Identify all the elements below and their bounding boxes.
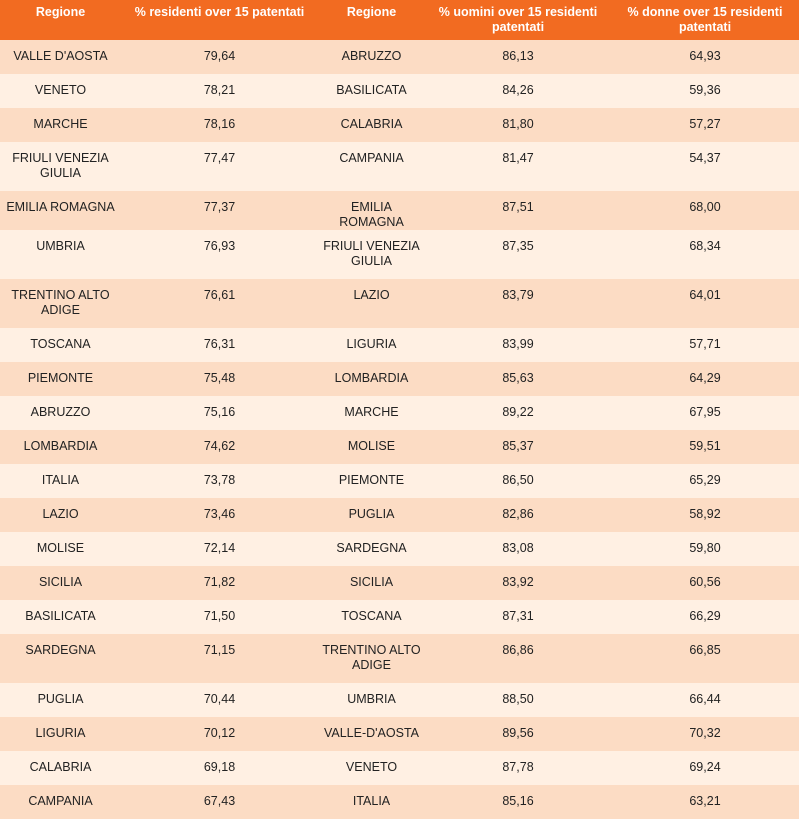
cell-regione-left: LAZIO (0, 498, 121, 532)
cell-uomini-patentati: 85,37 (425, 430, 611, 464)
cell-uomini-patentati: 83,99 (425, 328, 611, 362)
cell-regione-right: MOLISE (318, 430, 425, 464)
cell-uomini-patentati: 85,63 (425, 362, 611, 396)
cell-regione-right: PIEMONTE (318, 464, 425, 498)
cell-donne-patentati: 59,51 (611, 430, 799, 464)
table-row (0, 717, 799, 751)
cell-residenti-patentati: 75,16 (121, 396, 318, 430)
table-row (0, 191, 799, 230)
cell-donne-patentati: 58,92 (611, 498, 799, 532)
cell-uomini-patentati: 84,26 (425, 74, 611, 108)
cell-regione-right: ABRUZZO (318, 40, 425, 74)
cell-donne-patentati: 68,00 (611, 191, 799, 230)
cell-regione-right: EMILIA ROMAGNA (318, 191, 425, 230)
table-row (0, 279, 799, 328)
cell-uomini-patentati: 86,86 (425, 634, 611, 683)
cell-donne-patentati: 66,85 (611, 634, 799, 683)
table-row (0, 74, 799, 108)
header-row (0, 0, 799, 40)
header-regione-left: Regione (0, 0, 121, 40)
table-row (0, 40, 799, 74)
cell-donne-patentati: 68,34 (611, 230, 799, 279)
cell-regione-right: PUGLIA (318, 498, 425, 532)
table-row (0, 785, 799, 819)
table-row (0, 600, 799, 634)
cell-uomini-patentati: 85,16 (425, 785, 611, 819)
table-row (0, 108, 799, 142)
cell-residenti-patentati: 78,21 (121, 74, 318, 108)
cell-regione-left: VALLE D'AOSTA (0, 40, 121, 74)
header-residenti-patentati: % residenti over 15 patentati (121, 0, 318, 40)
cell-uomini-patentati: 87,31 (425, 600, 611, 634)
cell-regione-right: SICILIA (318, 566, 425, 600)
cell-regione-left: TRENTINO ALTO ADIGE (0, 279, 121, 328)
cell-uomini-patentati: 89,22 (425, 396, 611, 430)
cell-regione-right: MARCHE (318, 396, 425, 430)
cell-residenti-patentati: 77,47 (121, 142, 318, 191)
cell-donne-patentati: 57,71 (611, 328, 799, 362)
cell-residenti-patentati: 75,48 (121, 362, 318, 396)
table-row (0, 464, 799, 498)
cell-regione-left: ITALIA (0, 464, 121, 498)
cell-residenti-patentati: 73,78 (121, 464, 318, 498)
cell-residenti-patentati: 74,62 (121, 430, 318, 464)
header-donne-patentati: % donne over 15 residenti patentati (611, 0, 799, 40)
table-row (0, 328, 799, 362)
cell-regione-left: FRIULI VENEZIA GIULIA (0, 142, 121, 191)
cell-residenti-patentati: 71,82 (121, 566, 318, 600)
cell-regione-right: ITALIA (318, 785, 425, 819)
cell-regione-right: CALABRIA (318, 108, 425, 142)
cell-regione-left: VENETO (0, 74, 121, 108)
cell-residenti-patentati: 78,16 (121, 108, 318, 142)
cell-regione-right: VENETO (318, 751, 425, 785)
cell-donne-patentati: 59,80 (611, 532, 799, 566)
cell-regione-left: MOLISE (0, 532, 121, 566)
cell-donne-patentati: 64,01 (611, 279, 799, 328)
cell-uomini-patentati: 81,47 (425, 142, 611, 191)
cell-regione-left: PIEMONTE (0, 362, 121, 396)
cell-residenti-patentati: 70,44 (121, 683, 318, 717)
cell-uomini-patentati: 83,92 (425, 566, 611, 600)
cell-donne-patentati: 70,32 (611, 717, 799, 751)
cell-regione-left: LOMBARDIA (0, 430, 121, 464)
cell-uomini-patentati: 82,86 (425, 498, 611, 532)
table-row (0, 566, 799, 600)
cell-residenti-patentati: 77,37 (121, 191, 318, 230)
cell-uomini-patentati: 86,13 (425, 40, 611, 74)
cell-uomini-patentati: 86,50 (425, 464, 611, 498)
cell-residenti-patentati: 67,43 (121, 785, 318, 819)
table-row (0, 683, 799, 717)
cell-uomini-patentati: 87,78 (425, 751, 611, 785)
header-regione-right: Regione (318, 0, 425, 40)
cell-residenti-patentati: 72,14 (121, 532, 318, 566)
cell-regione-left: EMILIA ROMAGNA (0, 191, 121, 230)
cell-regione-right: UMBRIA (318, 683, 425, 717)
cell-donne-patentati: 57,27 (611, 108, 799, 142)
cell-residenti-patentati: 76,61 (121, 279, 318, 328)
cell-regione-left: UMBRIA (0, 230, 121, 279)
cell-regione-left: ABRUZZO (0, 396, 121, 430)
cell-donne-patentati: 69,24 (611, 751, 799, 785)
cell-regione-left: LIGURIA (0, 717, 121, 751)
cell-donne-patentati: 54,37 (611, 142, 799, 191)
cell-uomini-patentati: 87,35 (425, 230, 611, 279)
cell-donne-patentati: 67,95 (611, 396, 799, 430)
table-header (0, 0, 799, 40)
cell-regione-right: LOMBARDIA (318, 362, 425, 396)
cell-residenti-patentati: 79,64 (121, 40, 318, 74)
cell-donne-patentati: 66,29 (611, 600, 799, 634)
table-row (0, 230, 799, 279)
cell-regione-left: SARDEGNA (0, 634, 121, 683)
cell-residenti-patentati: 69,18 (121, 751, 318, 785)
cell-residenti-patentati: 70,12 (121, 717, 318, 751)
cell-regione-right: TRENTINO ALTO ADIGE (318, 634, 425, 683)
table-row (0, 634, 799, 683)
table-row (0, 498, 799, 532)
cell-donne-patentati: 66,44 (611, 683, 799, 717)
cell-regione-left: BASILICATA (0, 600, 121, 634)
cell-regione-right: VALLE-D'AOSTA (318, 717, 425, 751)
cell-residenti-patentati: 73,46 (121, 498, 318, 532)
table-row (0, 142, 799, 191)
cell-regione-right: LIGURIA (318, 328, 425, 362)
cell-residenti-patentati: 71,15 (121, 634, 318, 683)
cell-uomini-patentati: 83,79 (425, 279, 611, 328)
cell-regione-right: LAZIO (318, 279, 425, 328)
cell-regione-left: PUGLIA (0, 683, 121, 717)
cell-residenti-patentati: 76,31 (121, 328, 318, 362)
cell-uomini-patentati: 81,80 (425, 108, 611, 142)
cell-residenti-patentati: 76,93 (121, 230, 318, 279)
cell-donne-patentati: 65,29 (611, 464, 799, 498)
cell-regione-right: CAMPANIA (318, 142, 425, 191)
cell-donne-patentati: 63,21 (611, 785, 799, 819)
cell-regione-left: CALABRIA (0, 751, 121, 785)
table-row (0, 430, 799, 464)
cell-regione-right: BASILICATA (318, 74, 425, 108)
cell-donne-patentati: 64,29 (611, 362, 799, 396)
cell-regione-right: TOSCANA (318, 600, 425, 634)
cell-regione-left: TOSCANA (0, 328, 121, 362)
cell-donne-patentati: 64,93 (611, 40, 799, 74)
cell-uomini-patentati: 87,51 (425, 191, 611, 230)
cell-regione-right: FRIULI VENEZIA GIULIA (318, 230, 425, 279)
cell-residenti-patentati: 71,50 (121, 600, 318, 634)
header-uomini-patentati: % uomini over 15 residenti patentati (425, 0, 611, 40)
cell-donne-patentati: 60,56 (611, 566, 799, 600)
cell-regione-left: CAMPANIA (0, 785, 121, 819)
table-body (0, 40, 799, 819)
table-row (0, 362, 799, 396)
table-row (0, 532, 799, 566)
cell-donne-patentati: 59,36 (611, 74, 799, 108)
cell-regione-left: MARCHE (0, 108, 121, 142)
table-row (0, 396, 799, 430)
cell-uomini-patentati: 88,50 (425, 683, 611, 717)
table-row (0, 751, 799, 785)
cell-regione-left: SICILIA (0, 566, 121, 600)
cell-regione-right: SARDEGNA (318, 532, 425, 566)
cell-uomini-patentati: 89,56 (425, 717, 611, 751)
cell-uomini-patentati: 83,08 (425, 532, 611, 566)
